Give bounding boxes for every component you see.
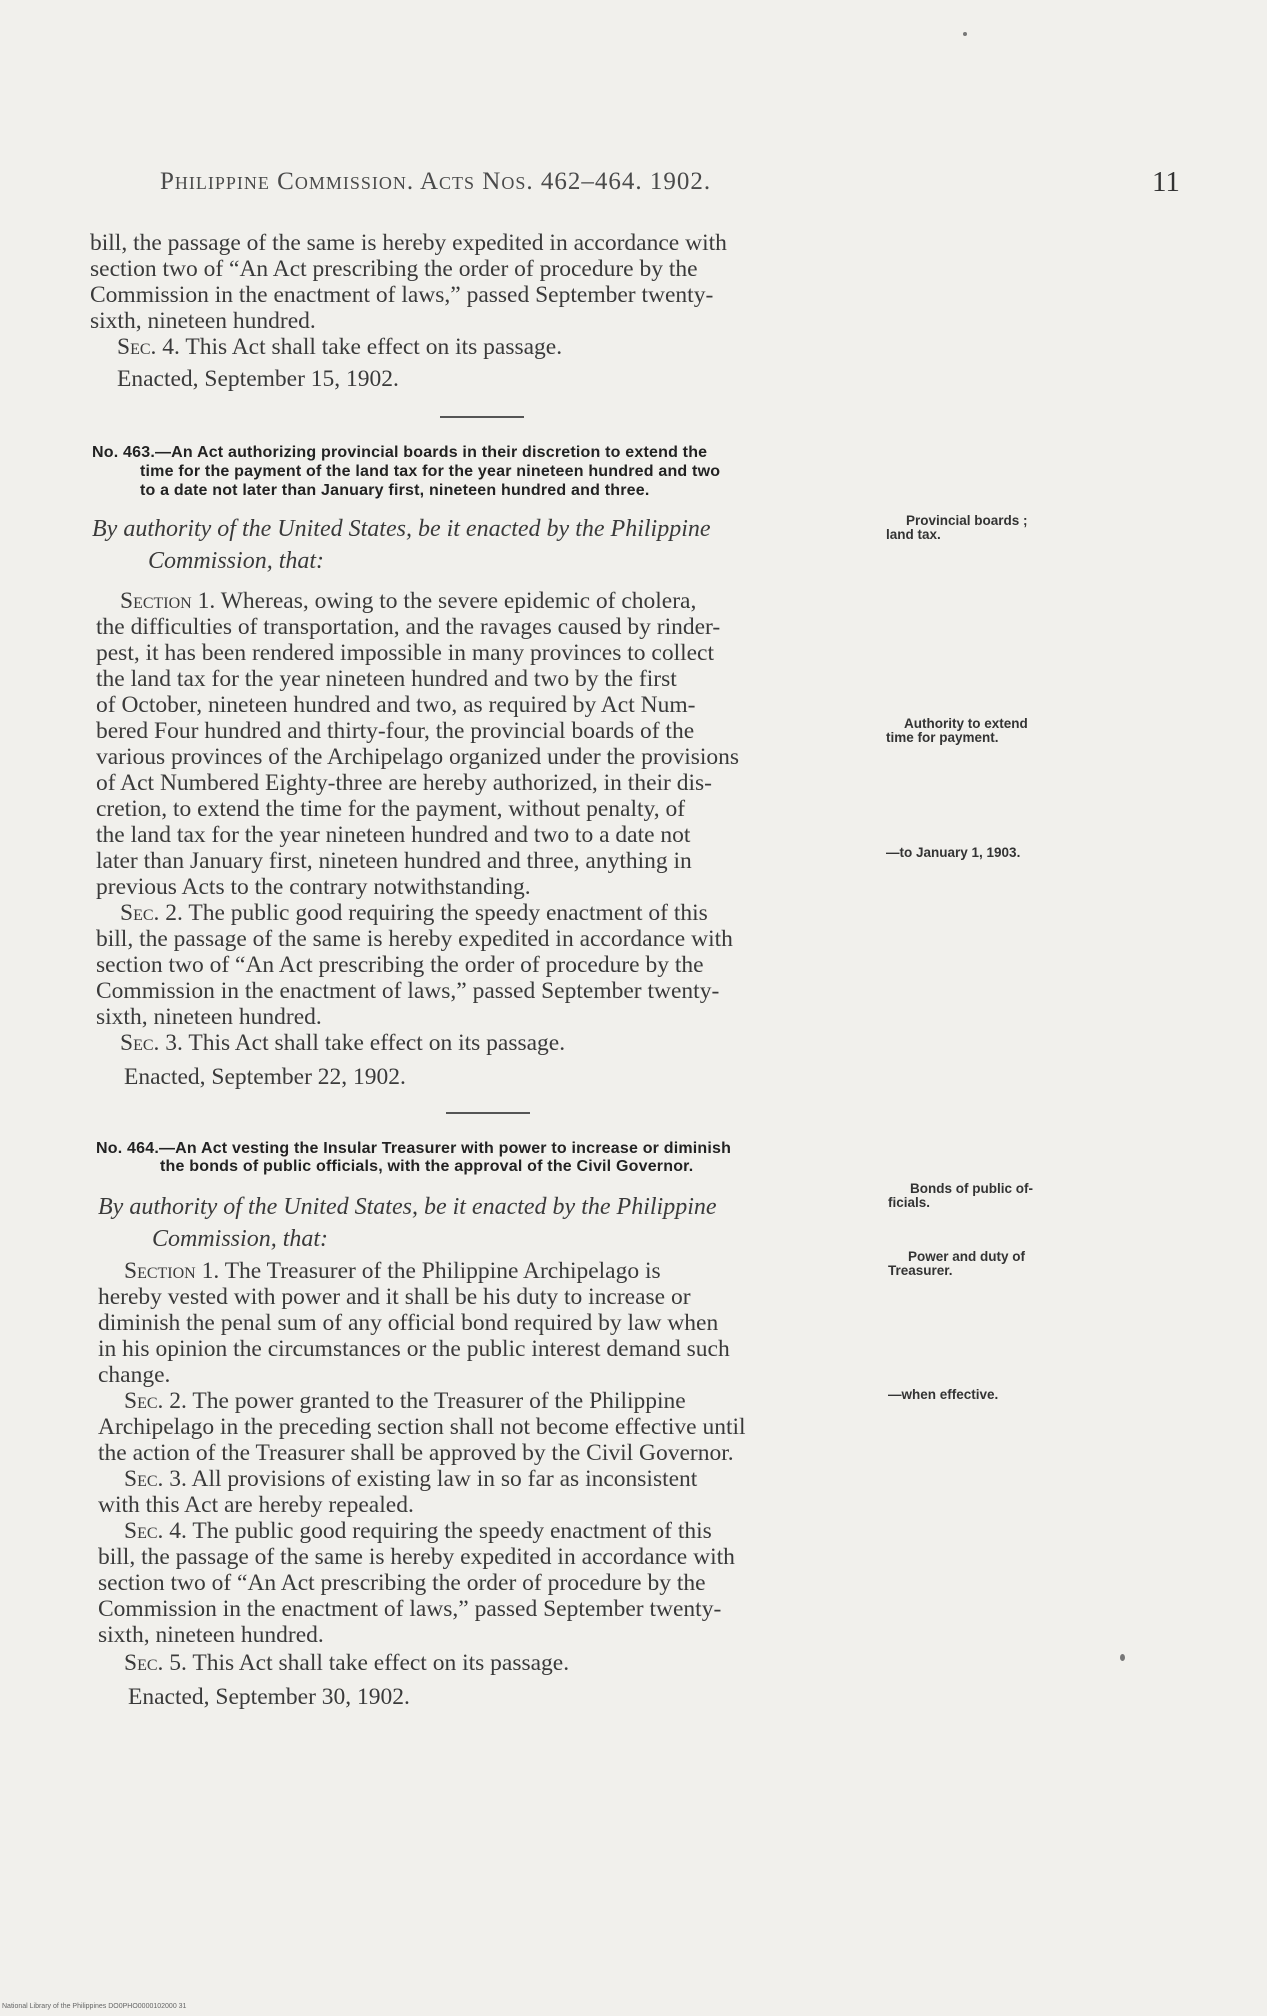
section-label: Sec. 2.: [120, 900, 183, 926]
body-line: bill, the passage of the same is hereby expedited in accordance with: [90, 230, 727, 256]
margin-note: Authority to extend: [904, 716, 1028, 731]
body-line: later than January first, nineteen hundred and three, anything in: [96, 848, 692, 874]
running-head: Philippine Commission. Acts Nos. 462–464. 1902.: [160, 168, 712, 195]
body-line: pest, it has been rendered impossible in many provinces to collect: [96, 640, 715, 666]
body-line: sixth, nineteen hundred.: [96, 1004, 322, 1030]
section-text: This Act shall take effect on its passage.: [185, 334, 563, 360]
enacted-date: Enacted, September 22, 1902.: [124, 1064, 406, 1090]
section-label: Section 1.: [120, 588, 216, 614]
section-5: [124, 1650, 569, 1677]
section-divider: [440, 416, 524, 418]
section-text: This Act shall take effect on its passage.: [188, 1030, 566, 1056]
section-4: [124, 1518, 712, 1545]
margin-note: —when effective.: [888, 1387, 999, 1402]
act-463-heading: No. 463.—An Act authorizing provincial boards in their discretion to extend the: [92, 444, 708, 461]
body-line: Commission in the enactment of laws,” passed September twenty-: [90, 282, 714, 308]
margin-note: ficials.: [888, 1195, 931, 1210]
act-464-heading: No. 464.—An Act vesting the Insular Treasurer with power to increase or diminish: [96, 1140, 732, 1157]
section-text: This Act shall take effect on its passage.: [192, 1650, 570, 1676]
section-label: Sec. 4.: [117, 334, 180, 360]
section-label: Sec. 2.: [124, 1388, 187, 1414]
body-line: hereby vested with power and it shall be his duty to increase or: [98, 1284, 691, 1310]
body-line: Archipelago in the preceding section shall not become effective until: [98, 1414, 746, 1440]
section-1: [120, 588, 696, 615]
scan-speck: [963, 32, 967, 36]
act-463-heading: to a date not later than January first, nineteen hundred and three.: [140, 482, 650, 499]
body-line: Commission in the enactment of laws,” passed September twenty-: [96, 978, 720, 1004]
body-line: the land tax for the year nineteen hundred and two by the first: [96, 666, 677, 692]
page-number: 11: [1152, 166, 1180, 198]
enacted-date: Enacted, September 15, 1902.: [117, 366, 399, 392]
margin-note: land tax.: [886, 527, 941, 542]
section-label: Sec. 4.: [124, 1518, 187, 1544]
margin-note: Bonds of public of-: [910, 1181, 1033, 1196]
body-line: the action of the Treasurer shall be approved by the Civil Governor.: [98, 1440, 734, 1466]
scan-footer: National Library of the Philippines DO0PHO0000102000 31: [2, 2003, 187, 2010]
margin-note: Power and duty of: [908, 1249, 1026, 1264]
section-label: Sec. 5.: [124, 1650, 187, 1676]
section-text: The public good requiring the speedy enactment of this: [192, 1518, 712, 1544]
enacting-clause: Commission, that:: [148, 548, 325, 574]
act-463-heading: time for the payment of the land tax for the year nineteen hundred and two: [140, 463, 721, 480]
margin-note: —to January 1, 1903.: [886, 845, 1021, 860]
body-line: of Act Numbered Eighty-three are hereby authorized, in their dis-: [96, 770, 712, 796]
body-line: bill, the passage of the same is hereby expedited in accordance with: [96, 926, 733, 952]
body-line: diminish the penal sum of any official bond required by law when: [98, 1310, 719, 1336]
section-text: All provisions of existing law in so far as inconsistent: [191, 1466, 698, 1492]
section-text: The public good requiring the speedy enactment of this: [188, 900, 708, 926]
section-label: Sec. 3.: [120, 1030, 183, 1056]
body-line: sixth, nineteen hundred.: [98, 1622, 324, 1648]
body-line: section two of “An Act prescribing the order of procedure by the: [90, 256, 698, 282]
body-line: cretion, to extend the time for the payment, without penalty, of: [96, 796, 686, 822]
body-line: section two of “An Act prescribing the order of procedure by the: [96, 952, 704, 978]
section-3: [124, 1466, 697, 1493]
body-line: with this Act are hereby repealed.: [98, 1492, 414, 1518]
section-2: [120, 900, 708, 927]
enacting-clause: By authority of the United States, be it enacted by the Philippine: [98, 1194, 717, 1220]
section-3: [120, 1030, 565, 1057]
body-line: sixth, nineteen hundred.: [90, 308, 316, 334]
margin-note: time for payment.: [886, 730, 999, 745]
enacting-clause: Commission, that:: [152, 1226, 329, 1252]
body-line: Commission in the enactment of laws,” passed September twenty-: [98, 1596, 722, 1622]
body-line: the land tax for the year nineteen hundred and two to a date not: [96, 822, 691, 848]
body-line: bered Four hundred and thirty-four, the provincial boards of the: [96, 718, 695, 744]
body-line: in his opinion the circumstances or the public interest demand such: [98, 1336, 730, 1362]
section-2: [124, 1388, 686, 1415]
section-label: Section 1.: [124, 1258, 220, 1284]
section-text: The power granted to the Treasurer of the Philippine: [192, 1388, 686, 1414]
body-line: various provinces of the Archipelago organized under the provisions: [96, 744, 740, 770]
section-label: Sec. 3.: [124, 1466, 187, 1492]
margin-note: Treasurer.: [888, 1263, 953, 1278]
margin-note: Provincial boards ;: [906, 513, 1028, 528]
act-464-heading: the bonds of public officials, with the approval of the Civil Governor.: [160, 1158, 694, 1175]
body-line: of October, nineteen hundred and two, as required by Act Num-: [96, 692, 696, 718]
body-line: section two of “An Act prescribing the order of procedure by the: [98, 1570, 706, 1596]
section-divider: [446, 1112, 530, 1114]
section-text: Whereas, owing to the severe epidemic of cholera,: [220, 588, 697, 614]
section-1: [124, 1258, 661, 1285]
section-text: The Treasurer of the Philippine Archipelago is: [224, 1258, 661, 1284]
enacted-date: Enacted, September 30, 1902.: [128, 1684, 410, 1710]
section-4: [117, 334, 562, 361]
body-line: previous Acts to the contrary notwithstanding.: [96, 874, 531, 900]
body-line: bill, the passage of the same is hereby expedited in accordance with: [98, 1544, 735, 1570]
scan-speck: [1120, 1654, 1125, 1661]
enacting-clause: By authority of the United States, be it enacted by the Philippine: [92, 516, 711, 542]
body-line: the difficulties of transportation, and the ravages caused by rinder-: [96, 614, 721, 640]
body-line: change.: [98, 1362, 171, 1388]
